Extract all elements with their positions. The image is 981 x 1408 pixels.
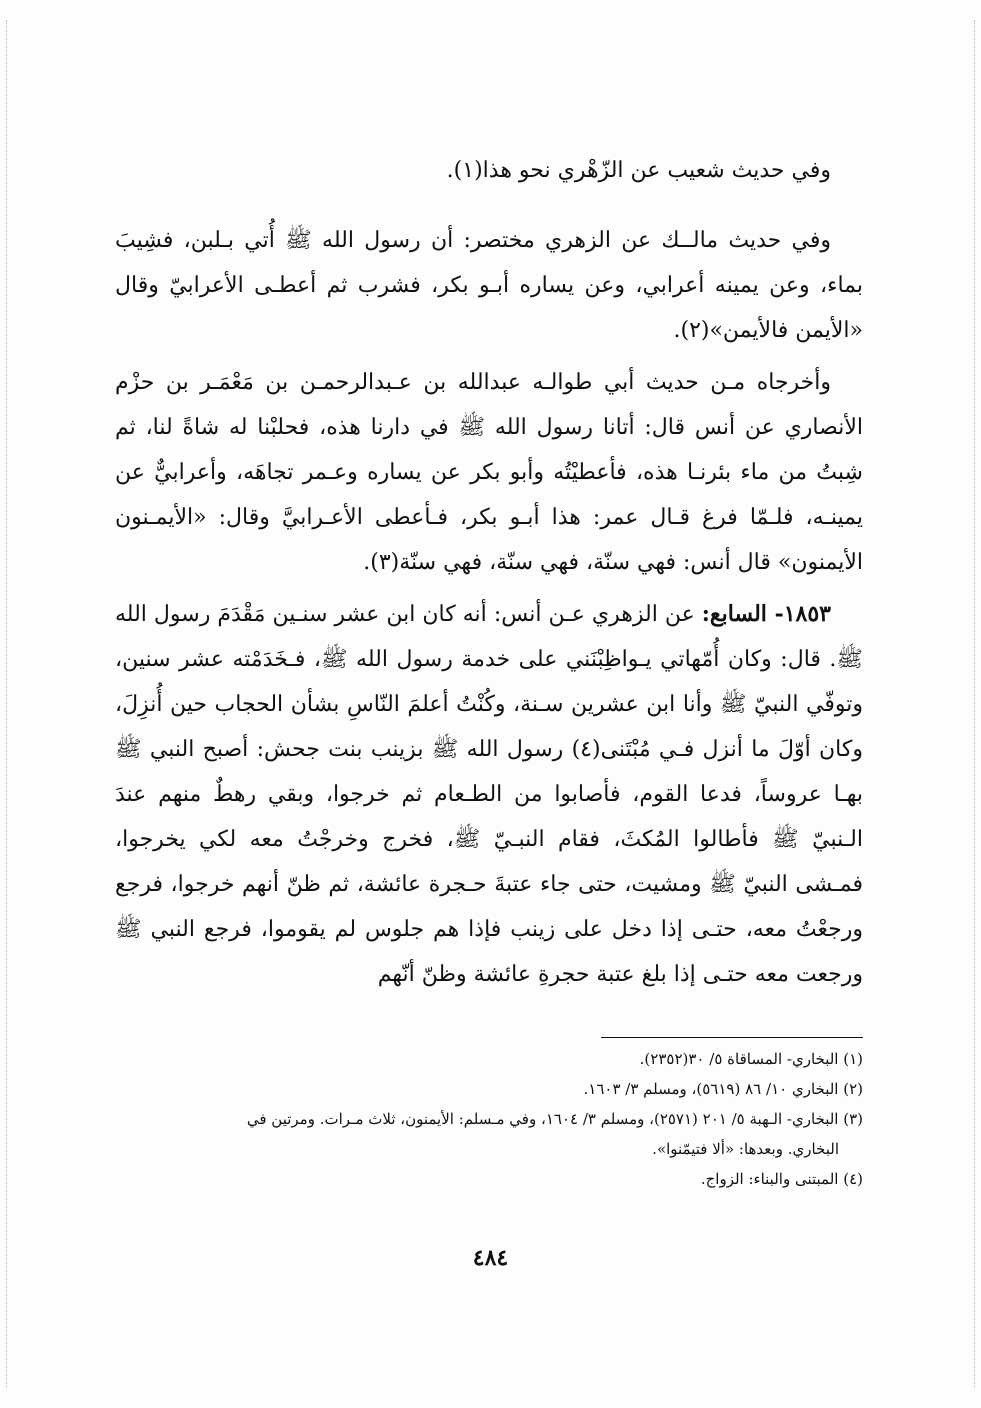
hadith-body: عن الزهري عـن أنس: أنه كان ابن عشر سنـين مَقْدَمَ رسول الله ﷺ. قال: وكان أُمّهاتي يـواظِبْنَني على خدمة رسول الله ﷺ، فـخَدَمْته عشر سنين، وتوفّي النبيّ ﷺ وأنا ابن عشرين سـنة، وكُنْتُ أعلمَ النّاسِ بشأن الحجاب حين أُنزِلَ، وكان أوّلَ ما أنزل فـي مُبْتَنى(٤) رسول الله ﷺ بزينب بنت جحش: أصبح النبي ﷺ بهـا عروساً، فدعا القوم، فأصابوا من الطـعام ثم خرجوا، وبقي رهطٌ منهم عندَ الـنبيّ ﷺ فأطالوا المُكثَ، فقام النبـيّ ﷺ، فخرج وخرجْتُ معه لكي يخرجوا، فمـشى النبيّ ﷺ ومشيت، حتى جاء عتبةَ حـجرة عائشة، ثم ظنّ أنهم خرجوا، فرجع ورجعْتُ معه، حتـى إذا دخل على زينب فإذا هم جلوس لم يقوموا، فرجع النبي ﷺ ورجعت معه حتـى إذا بلغ عتبة حجرةِ عائشة وظنّ أنّهم <box>115 602 863 987</box>
paragraph-shuayb <box>115 148 863 193</box>
paragraph-abi-tuwalah <box>115 360 863 585</box>
paragraph-text <box>115 592 863 997</box>
paragraph-text: وفي حديث مالــك عن الزهري مختصر: أن رسول الله ﷺ أُتي بـلبن، فشِيبَ بماء، وعن يمينه أعرابي، وعن يساره أبـو بكر، فشرب ثم أعطـى الأعرابيّ وقال «الأيمن فالأيمن»(٢). <box>115 228 863 343</box>
scan-edge-dots-right <box>974 20 975 1388</box>
paragraph-text: وأخرجاه مـن حديث أبي طوالـه عبدالله بن عـبدالرحمـن بن مَعْمَـر بن حزْم الأنصاري عن أنس قال: أتانا رسول الله ﷺ في دارنا هذه، فحلبْنا له شاةً لنا، ثم شِبتُ من ماء بئرنـا هذه، فأعطيْتُه وأبو بكر عن يساره وعـمر تجاهَه، وأعرابيٌّ عن يمينـه، فلـمّا فرغ قـال عمر: هذا أبـو بكر، فـأعطى الأعـرابيَّ وقال: «الأيمـنون الأيمنون» قال أنس: فهي سنّة، فهي سنّة، فهي سنّة(٣). <box>115 370 863 575</box>
hadith-number: ١٨٥٣- السابع: <box>701 601 831 627</box>
footnote-4: (٤) المبتنى والبناء: الزواج. <box>700 1170 863 1188</box>
footnote-3: (٣) البخاري- الـهبة ٥/ ٢٠١ (٢٥٧١)، ومسلم ٣/ ١٦٠٤، وفي مـسلم: الأيمنون، ثلاث مـرات. ومرتين في <box>246 1110 863 1128</box>
footnote-1: (١) البخاري- المساقاة ٥/ ٣٠(٢٣٥٢). <box>639 1050 863 1068</box>
paragraph-malik <box>115 218 863 353</box>
scan-edge-dots-left <box>6 20 7 1388</box>
paragraph-text: وفي حديث شعيب عن الزّهْري نحو هذا(١). <box>446 158 831 183</box>
footnote-2: (٢) البخاري ١٠/ ٨٦ (٥٦١٩)، ومسلم ٣/ ١٦٠٣. <box>583 1080 863 1098</box>
footnotes <box>115 1044 863 1194</box>
footnote-3-continued: البخاري. وبعدها: «ألا فتيمّنوا». <box>652 1140 839 1158</box>
page-number: ٤٨٤ <box>472 1245 509 1271</box>
paragraph-hadith-1853 <box>115 592 863 997</box>
footnote-divider <box>601 1037 863 1038</box>
